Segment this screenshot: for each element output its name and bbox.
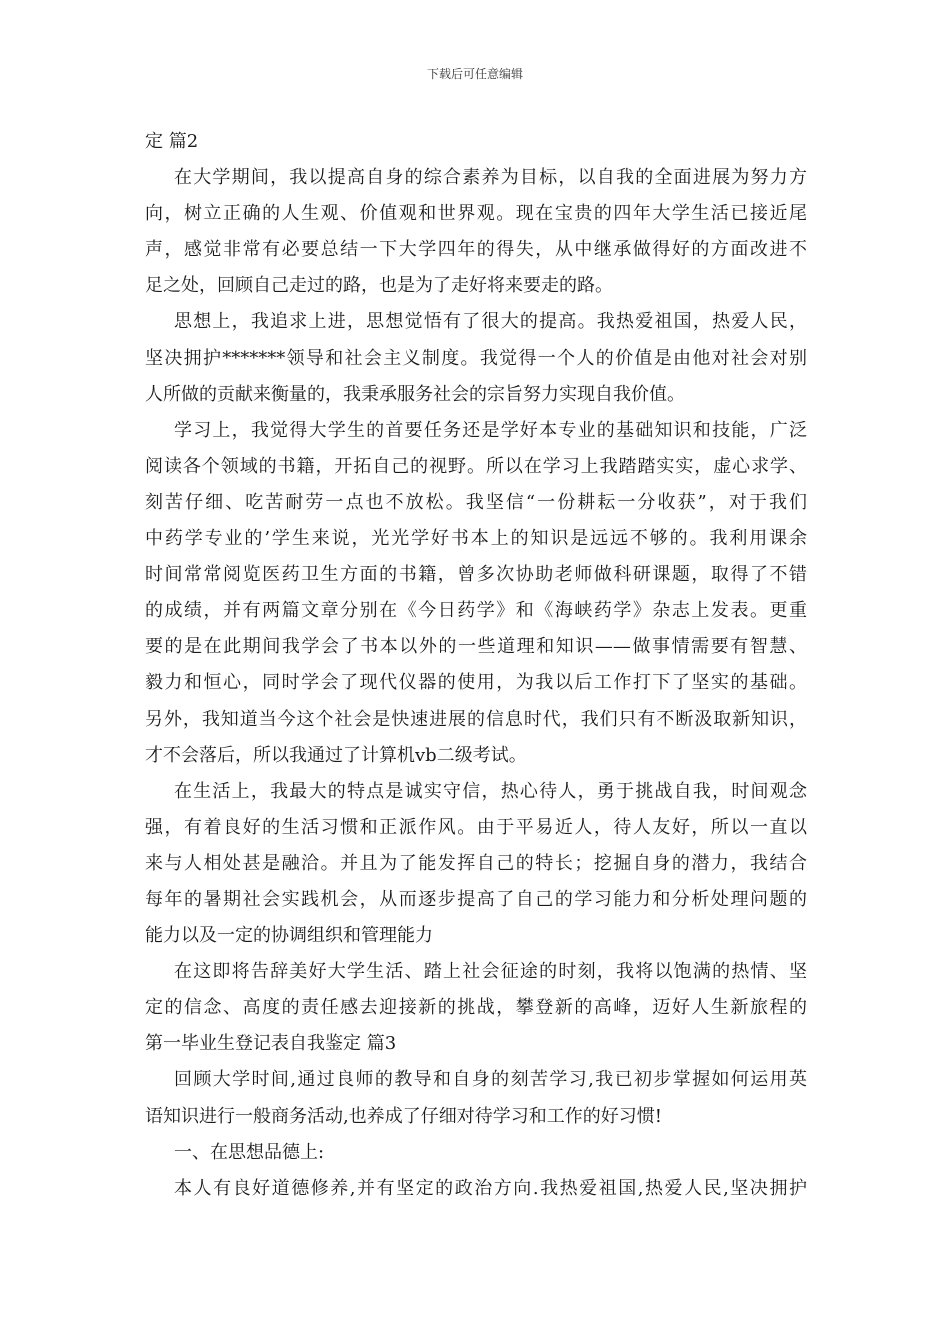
document-body [145,124,807,1207]
text-line: 毅力和恒心，同时学会了现代仪器的使用，为我以后工作打下了坚实的基础。 [145,672,807,694]
text-line: 坚决拥护*******领导和社会主义制度。我觉得一个人的价值是由他对社会对别 [145,347,807,369]
text-line: 在大学期间，我以提高自身的综合素养为目标，以自我的全面进展为努力方 [174,167,807,189]
text-line: 第一毕业生登记表自我鉴定 篇3 [145,1033,397,1055]
text-line: 人所做的贡献来衡量的，我秉承服务社会的宗旨努力实现自我价值。 [145,383,685,405]
text-line: 语知识进行一般商务活动,也养成了仔细对待学习和工作的好习惯! [145,1105,662,1127]
text-line: 在生活上，我最大的特点是诚实守信，热心待人，勇于挑战自我，时间观念 [174,780,807,802]
text-line: 回顾大学时间,通过良师的教导和自身的刻苦学习,我已初步掌握如何运用英 [174,1069,807,1091]
text-line: 要的是在此期间我学会了书本以外的一些道理和知识——做事情需要有智慧、 [145,636,807,658]
text-line: 来与人相处甚是融洽。并且为了能发挥自己的特长；挖掘自身的潜力，我结合 [145,852,807,874]
text-line: 定 篇2 [145,131,199,152]
text-line: 定的信念、高度的责任感去迎接新的挑战，攀登新的高峰，迈好人生新旅程的 [145,997,807,1019]
text-line: 声，感觉非常有必要总结一下大学四年的得失，从中继承做得好的方面改进不 [145,239,807,261]
text-line: 学习上，我觉得大学生的首要任务还是学好本专业的基础知识和技能，广泛 [174,419,807,441]
text-line: 能力以及一定的协调组织和管理能力 [145,925,433,947]
text-line: 在这即将告辞美好大学生活、踏上社会征途的时刻，我将以饱满的热情、坚 [174,961,807,983]
text-line: 每年的暑期社会实践机会，从而逐步提高了自己的学习能力和分析处理问题的 [145,888,807,910]
text-line: 刻苦仔细、吃苦耐劳一点也不放松。我坚信“一份耕耘一分收获”，对于我们 [145,491,807,513]
text-line: 阅读各个领域的书籍，开拓自己的视野。所以在学习上我踏踏实实，虚心求学、 [145,455,807,477]
text-line: 的成绩，并有两篇文章分别在《今日药学》和《海峡药学》杂志上发表。更重 [145,600,807,622]
text-line: 强，有着良好的生活习惯和正派作风。由于平易近人，待人友好，所以一直以 [145,816,807,838]
text-line: 向，树立正确的人生观、价值观和世界观。现在宝贵的四年大学生活已接近尾 [145,203,807,225]
text-line: 另外，我知道当今这个社会是快速进展的信息时代，我们只有不断汲取新知识， [145,708,807,730]
text-line: 足之处，回顾自己走过的路，也是为了走好将来要走的路。 [145,275,613,297]
text-line: 时间常常阅览医药卫生方面的书籍，曾多次协助老师做科研课题，取得了不错 [145,564,807,586]
text-line: 一、在思想品德上: [174,1141,325,1163]
text-line: 本人有良好道德修养,并有坚定的政治方向.我热爱祖国,热爱人民,坚决拥护 [174,1177,807,1199]
text-line: 中药学专业的’学生来说，光光学好书本上的知识是远远不够的。我利用课余 [145,528,807,550]
text-line: 思想上，我追求上进，思想觉悟有了很大的提高。我热爱祖国，热爱人民， [174,311,807,333]
page-header: 下载后可任意编辑 [426,67,523,81]
text-line: 才不会落后，所以我通过了计算机vb二级考试。 [145,744,527,766]
